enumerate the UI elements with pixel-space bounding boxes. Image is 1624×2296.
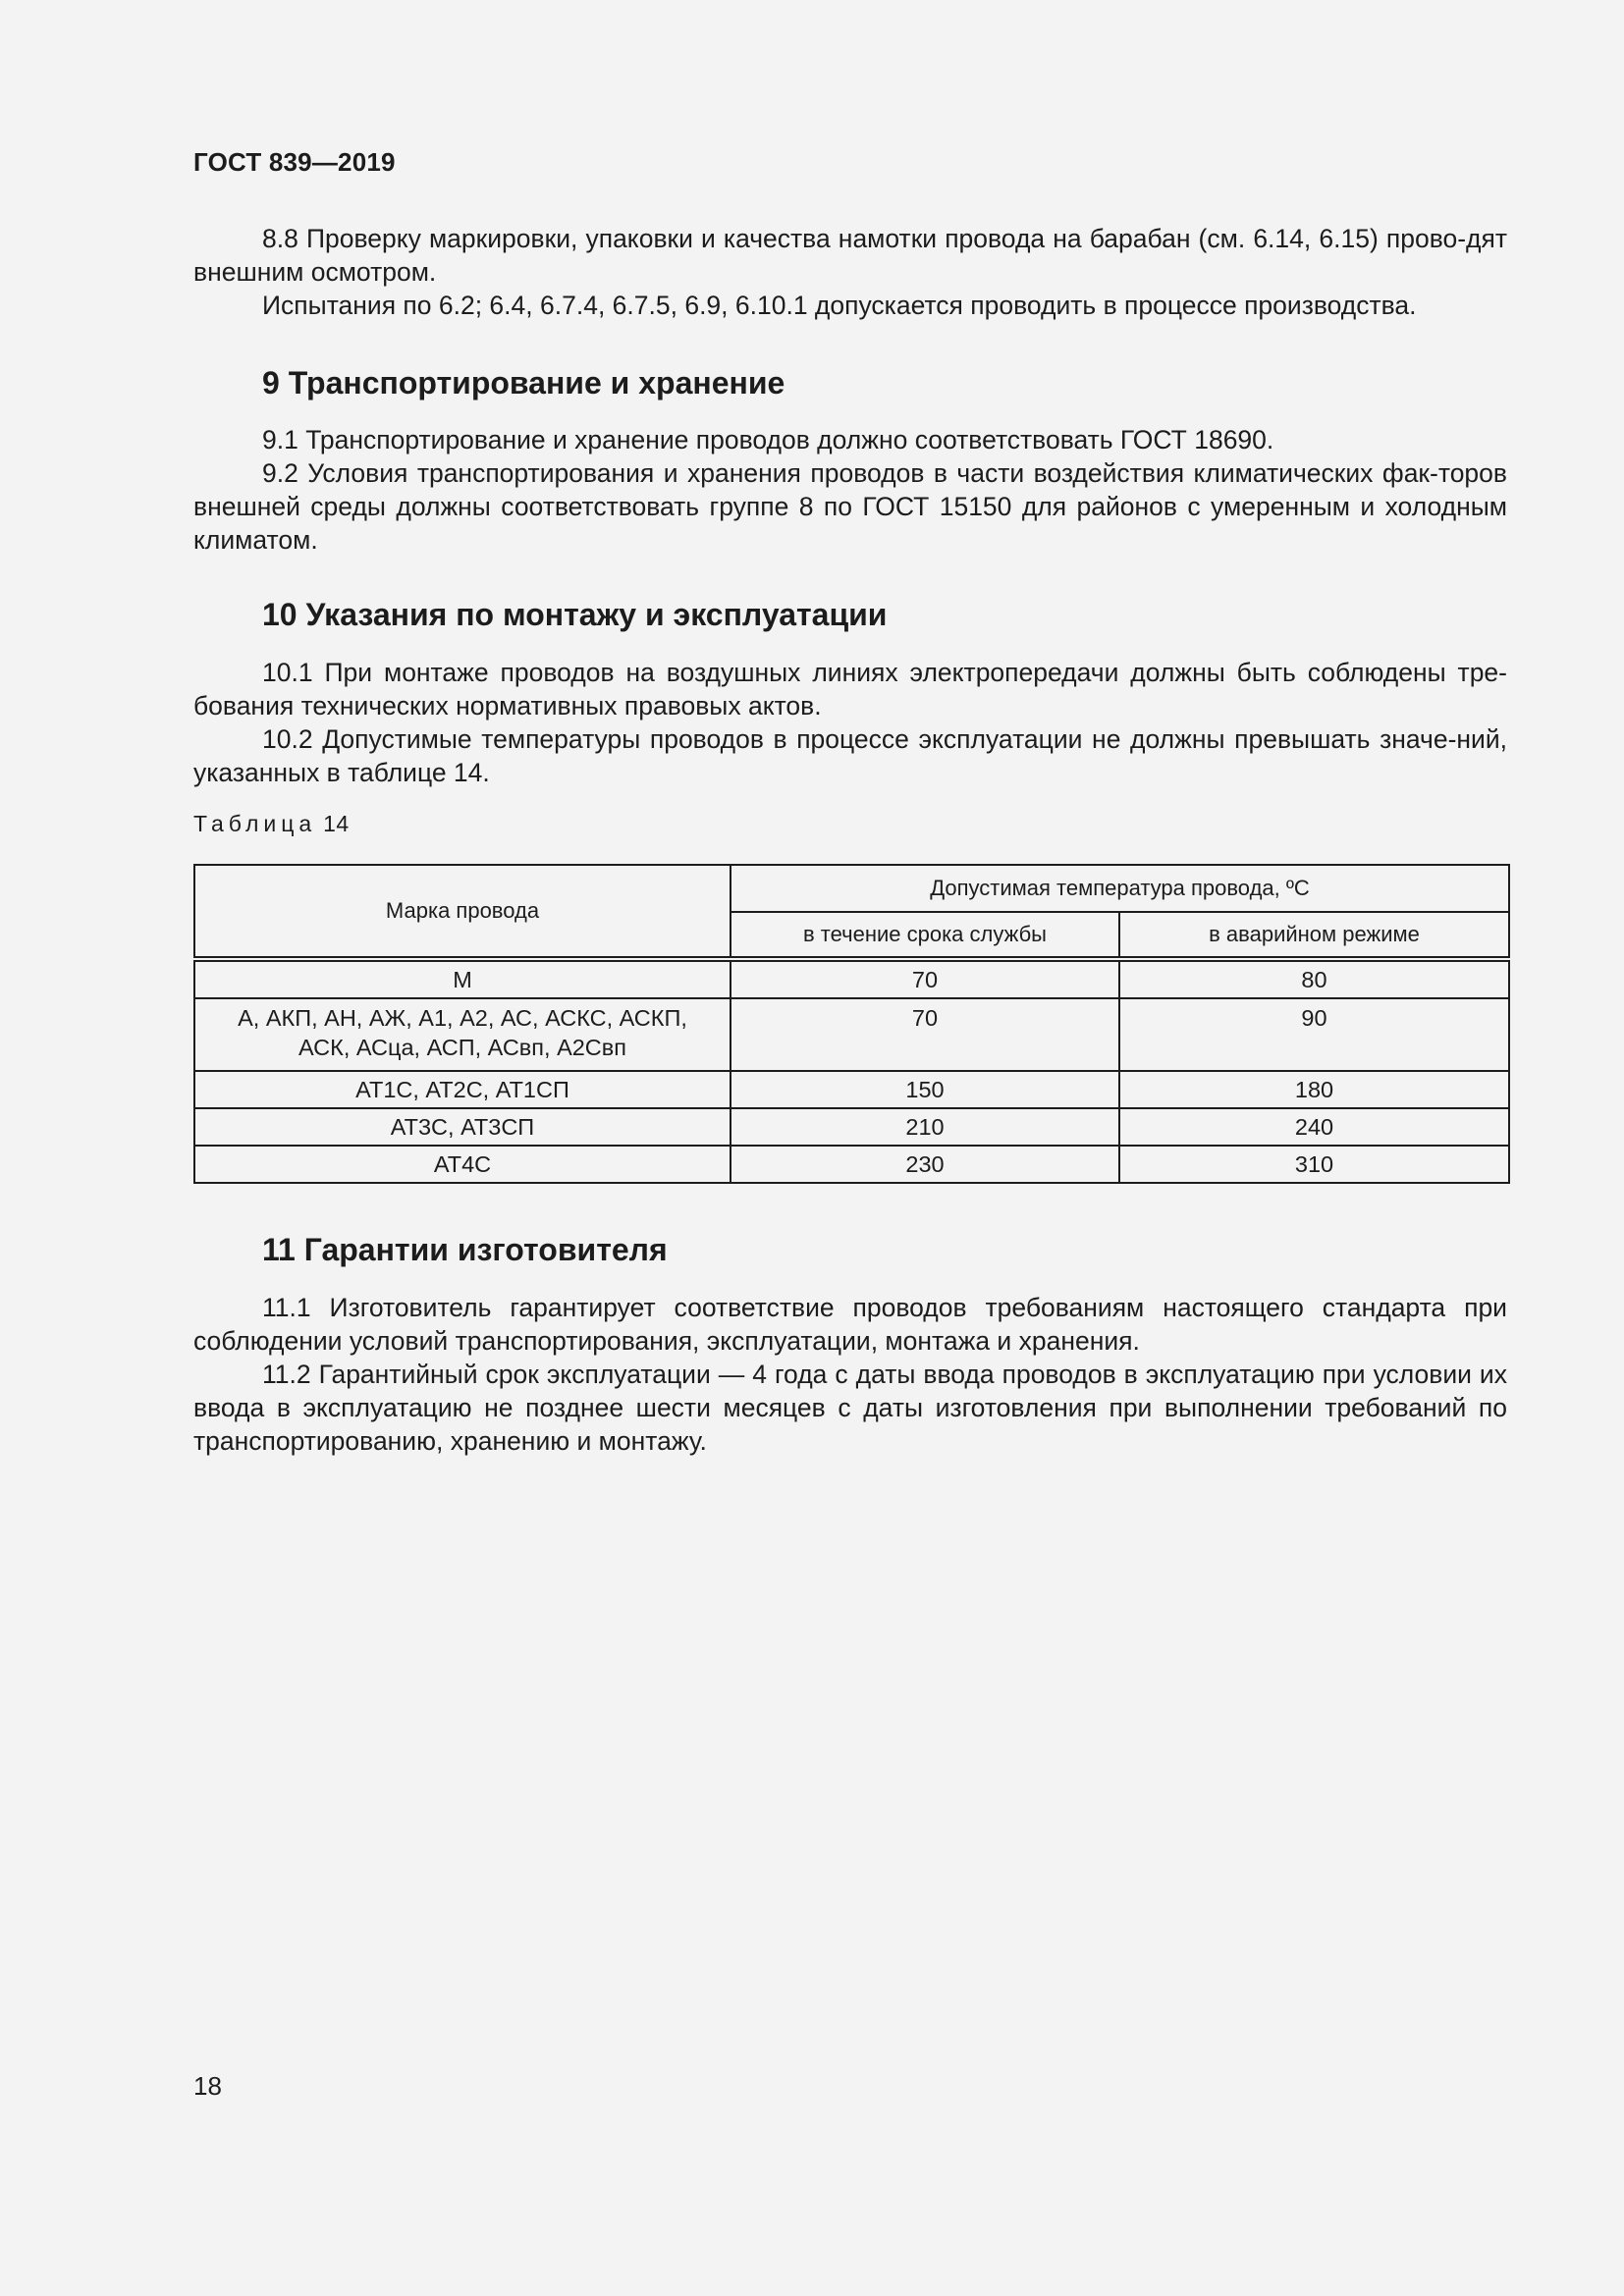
section-9 xyxy=(193,363,1507,402)
section-8-text xyxy=(193,222,1507,322)
cell-mark: АТ1С, АТ2С, АТ1СП xyxy=(194,1071,731,1108)
section-11 xyxy=(193,1230,1507,1269)
section-heading-10: 10 Указания по монтажу и эксплуатации xyxy=(262,597,888,632)
paragraph-11-1: 11.1 Изготовитель гарантирует соответствие проводов требованиям настоящего стандарта при соблюдении условий транспортирования, эксплуатации, монтажа и хранения. xyxy=(193,1293,1507,1356)
table-row xyxy=(194,1108,1509,1146)
table-row xyxy=(194,998,1509,1071)
cell-emergency: 90 xyxy=(1119,998,1509,1071)
paragraph-10-1: 10.1 При монтаже проводов на воздушных линиях электропередачи должны быть соблюдены тре-бования технических нормативных правовых актов. xyxy=(193,658,1507,721)
table-caption-word: Таблица xyxy=(193,811,317,836)
cell-mark-line: А, АКП, АН, АЖ, А1, А2, АС, АСКС, АСКП, xyxy=(238,1005,687,1031)
cell-service: 70 xyxy=(731,998,1119,1071)
cell-emergency: 310 xyxy=(1119,1146,1509,1183)
cell-emergency: 80 xyxy=(1119,959,1509,998)
paragraph-8-8: 8.8 Проверку маркировки, упаковки и качества намотки провода на барабан (см. 6.14, 6.15) прово-дят внешним осмотром. xyxy=(193,224,1507,287)
paragraph-9-1: 9.1 Транспортирование и хранение проводов должно соответствовать ГОСТ 18690. xyxy=(262,425,1274,454)
page-number: 18 xyxy=(193,2071,222,2101)
section-heading-11: 11 Гарантии изготовителя xyxy=(262,1232,668,1267)
header-permissible-temperature: Допустимая температура провода, ºС xyxy=(731,865,1509,912)
table-row xyxy=(194,1071,1509,1108)
cell-service: 230 xyxy=(731,1146,1119,1183)
cell-mark: М xyxy=(194,959,731,998)
cell-mark: АТ4С xyxy=(194,1146,731,1183)
document-header: ГОСТ 839—2019 xyxy=(193,147,396,177)
header-emergency-mode: в аварийном режиме xyxy=(1119,912,1509,959)
section-11-text xyxy=(193,1291,1507,1458)
section-9-text xyxy=(193,423,1507,557)
cell-service: 210 xyxy=(731,1108,1119,1146)
section-10 xyxy=(193,595,1507,634)
table-row xyxy=(194,959,1509,998)
cell-emergency: 240 xyxy=(1119,1108,1509,1146)
cell-service: 150 xyxy=(731,1071,1119,1108)
cell-service: 70 xyxy=(731,959,1119,998)
paragraph-8-tests: Испытания по 6.2; 6.4, 6.7.4, 6.7.5, 6.9, 6.10.1 допускается проводить в процессе производства. xyxy=(262,291,1417,320)
table-caption-number: 14 xyxy=(323,811,350,836)
section-10-text xyxy=(193,656,1507,789)
temperature-table xyxy=(193,864,1510,1184)
header-service-life: в течение срока службы xyxy=(731,912,1119,959)
paragraph-9-2: 9.2 Условия транспортирования и хранения проводов в части воздействия климатических фак-торов внешней среды должны соответствовать группе 8 по ГОСТ 15150 для районов с умеренным и холодным климатом. xyxy=(193,458,1507,555)
table-caption xyxy=(193,811,350,837)
table-row xyxy=(194,1146,1509,1183)
cell-mark xyxy=(194,998,731,1071)
paragraph-11-2: 11.2 Гарантийный срок эксплуатации — 4 года с даты ввода проводов в эксплуатацию при условии их ввода в эксплуатацию не позднее шести месяцев с даты изготовления при выполнении требований по транспортированию, хранению и монтажу. xyxy=(193,1360,1507,1456)
cell-mark-line: АСК, АСца, АСП, АСвп, А2Свп xyxy=(298,1035,626,1060)
header-wire-mark: Марка провода xyxy=(194,865,731,959)
cell-mark: АТ3С, АТ3СП xyxy=(194,1108,731,1146)
cell-emergency: 180 xyxy=(1119,1071,1509,1108)
paragraph-10-2: 10.2 Допустимые температуры проводов в процессе эксплуатации не должны превышать значе-ний, указанных в таблице 14. xyxy=(193,724,1507,787)
section-heading-9: 9 Транспортирование и хранение xyxy=(262,365,785,400)
